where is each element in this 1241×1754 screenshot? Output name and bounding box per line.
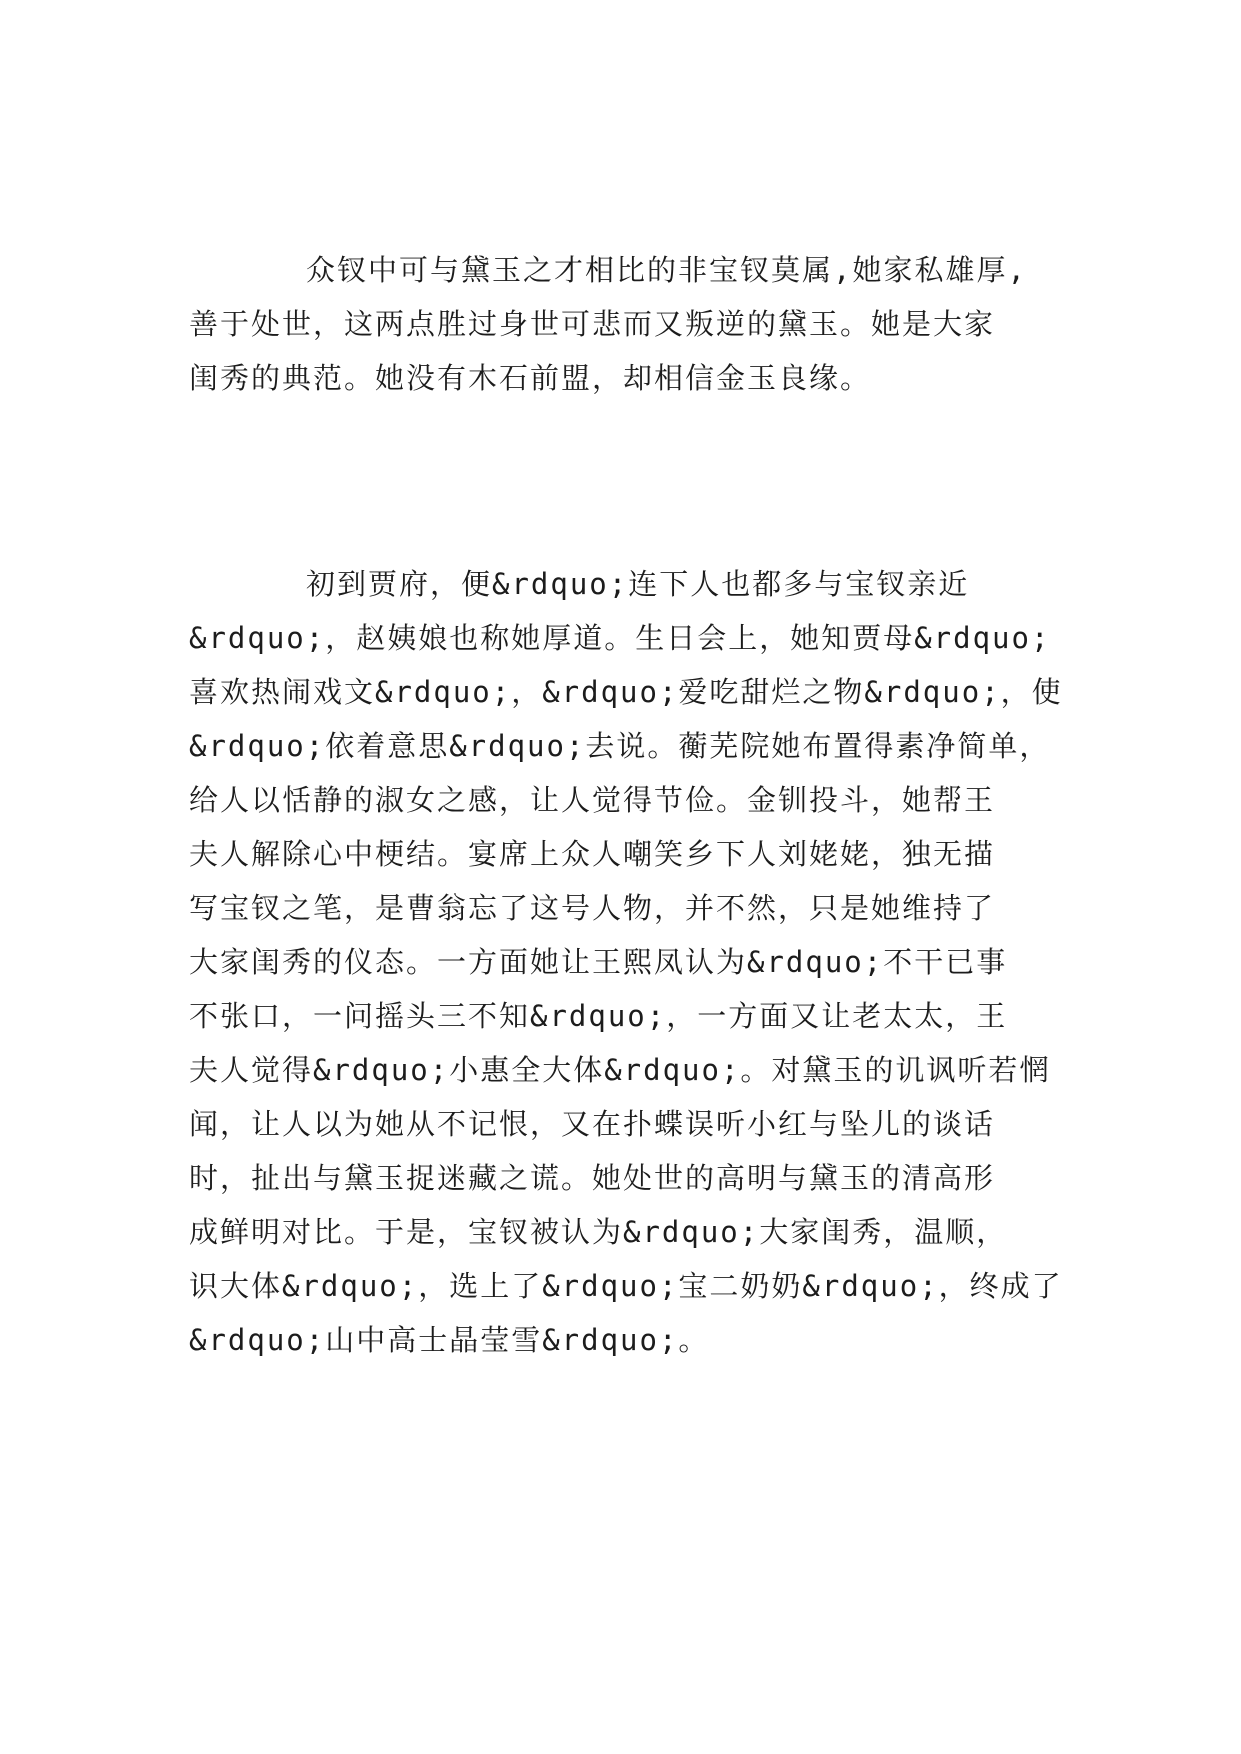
paragraph-2-line-5: 给人以恬静的淑女之感，让人觉得节俭。金钏投斗，她帮王 — [189, 783, 996, 817]
paragraph-1-line-2: 善于处世，这两点胜过身世可悲而又叛逆的黛玉。她是大家 — [189, 307, 996, 341]
paragraph-2-line-4: &rdquo;依着意思&rdquo;去说。蘅芜院她布置得素净简单， — [189, 729, 1051, 763]
paragraph-2-line-6: 夫人解除心中梗结。宴席上众人嘲笑乡下人刘姥姥，独无描 — [189, 837, 996, 871]
paragraph-1-line-3: 闺秀的典范。她没有木石前盟，却相信金玉良缘。 — [189, 361, 872, 395]
paragraph-2-line-3: 喜欢热闹戏文&rdquo;，&rdquo;爱吃甜烂之物&rdquo;，使 — [189, 675, 1063, 709]
paragraph-2-line-12: 时，扯出与黛玉捉迷藏之谎。她处世的高明与黛玉的清高形 — [189, 1161, 996, 1195]
paragraph-2-line-7: 写宝钗之笔，是曹翁忘了这号人物，并不然，只是她维持了 — [189, 891, 996, 925]
paragraph-2-line-11: 闻，让人以为她从不记恨，又在扑蝶误听小红与坠儿的谈话 — [189, 1107, 996, 1141]
paragraph-2-line-10: 夫人觉得&rdquo;小惠全大体&rdquo;。对黛玉的讥讽听若惘 — [189, 1053, 1051, 1087]
paragraph-2-line-15: &rdquo;山中高士晶莹雪&rdquo;。 — [189, 1323, 710, 1357]
paragraph-2-line-14: 识大体&rdquo;，选上了&rdquo;宝二奶奶&rdquo;，终成了 — [189, 1269, 1063, 1303]
paragraph-2-line-2: &rdquo;，赵姨娘也称她厚道。生日会上，她知贾母&rdquo; — [189, 621, 1051, 655]
paragraph-2-line-13: 成鲜明对比。于是，宝钗被认为&rdquo;大家闺秀，温顺， — [189, 1215, 1008, 1249]
paragraph-2-line-1: 初到贾府，便&rdquo;连下人也都多与宝钗亲近 — [306, 567, 970, 601]
paragraph-1-line-1: 众钗中可与黛玉之才相比的非宝钗莫属,她家私雄厚, — [306, 253, 1027, 287]
paragraph-2-line-8: 大家闺秀的仪态。一方面她让王熙凤认为&rdquo;不干已事 — [189, 945, 1008, 979]
paragraph-2-line-9: 不张口，一问摇头三不知&rdquo;，一方面又让老太太，王 — [189, 999, 1008, 1033]
